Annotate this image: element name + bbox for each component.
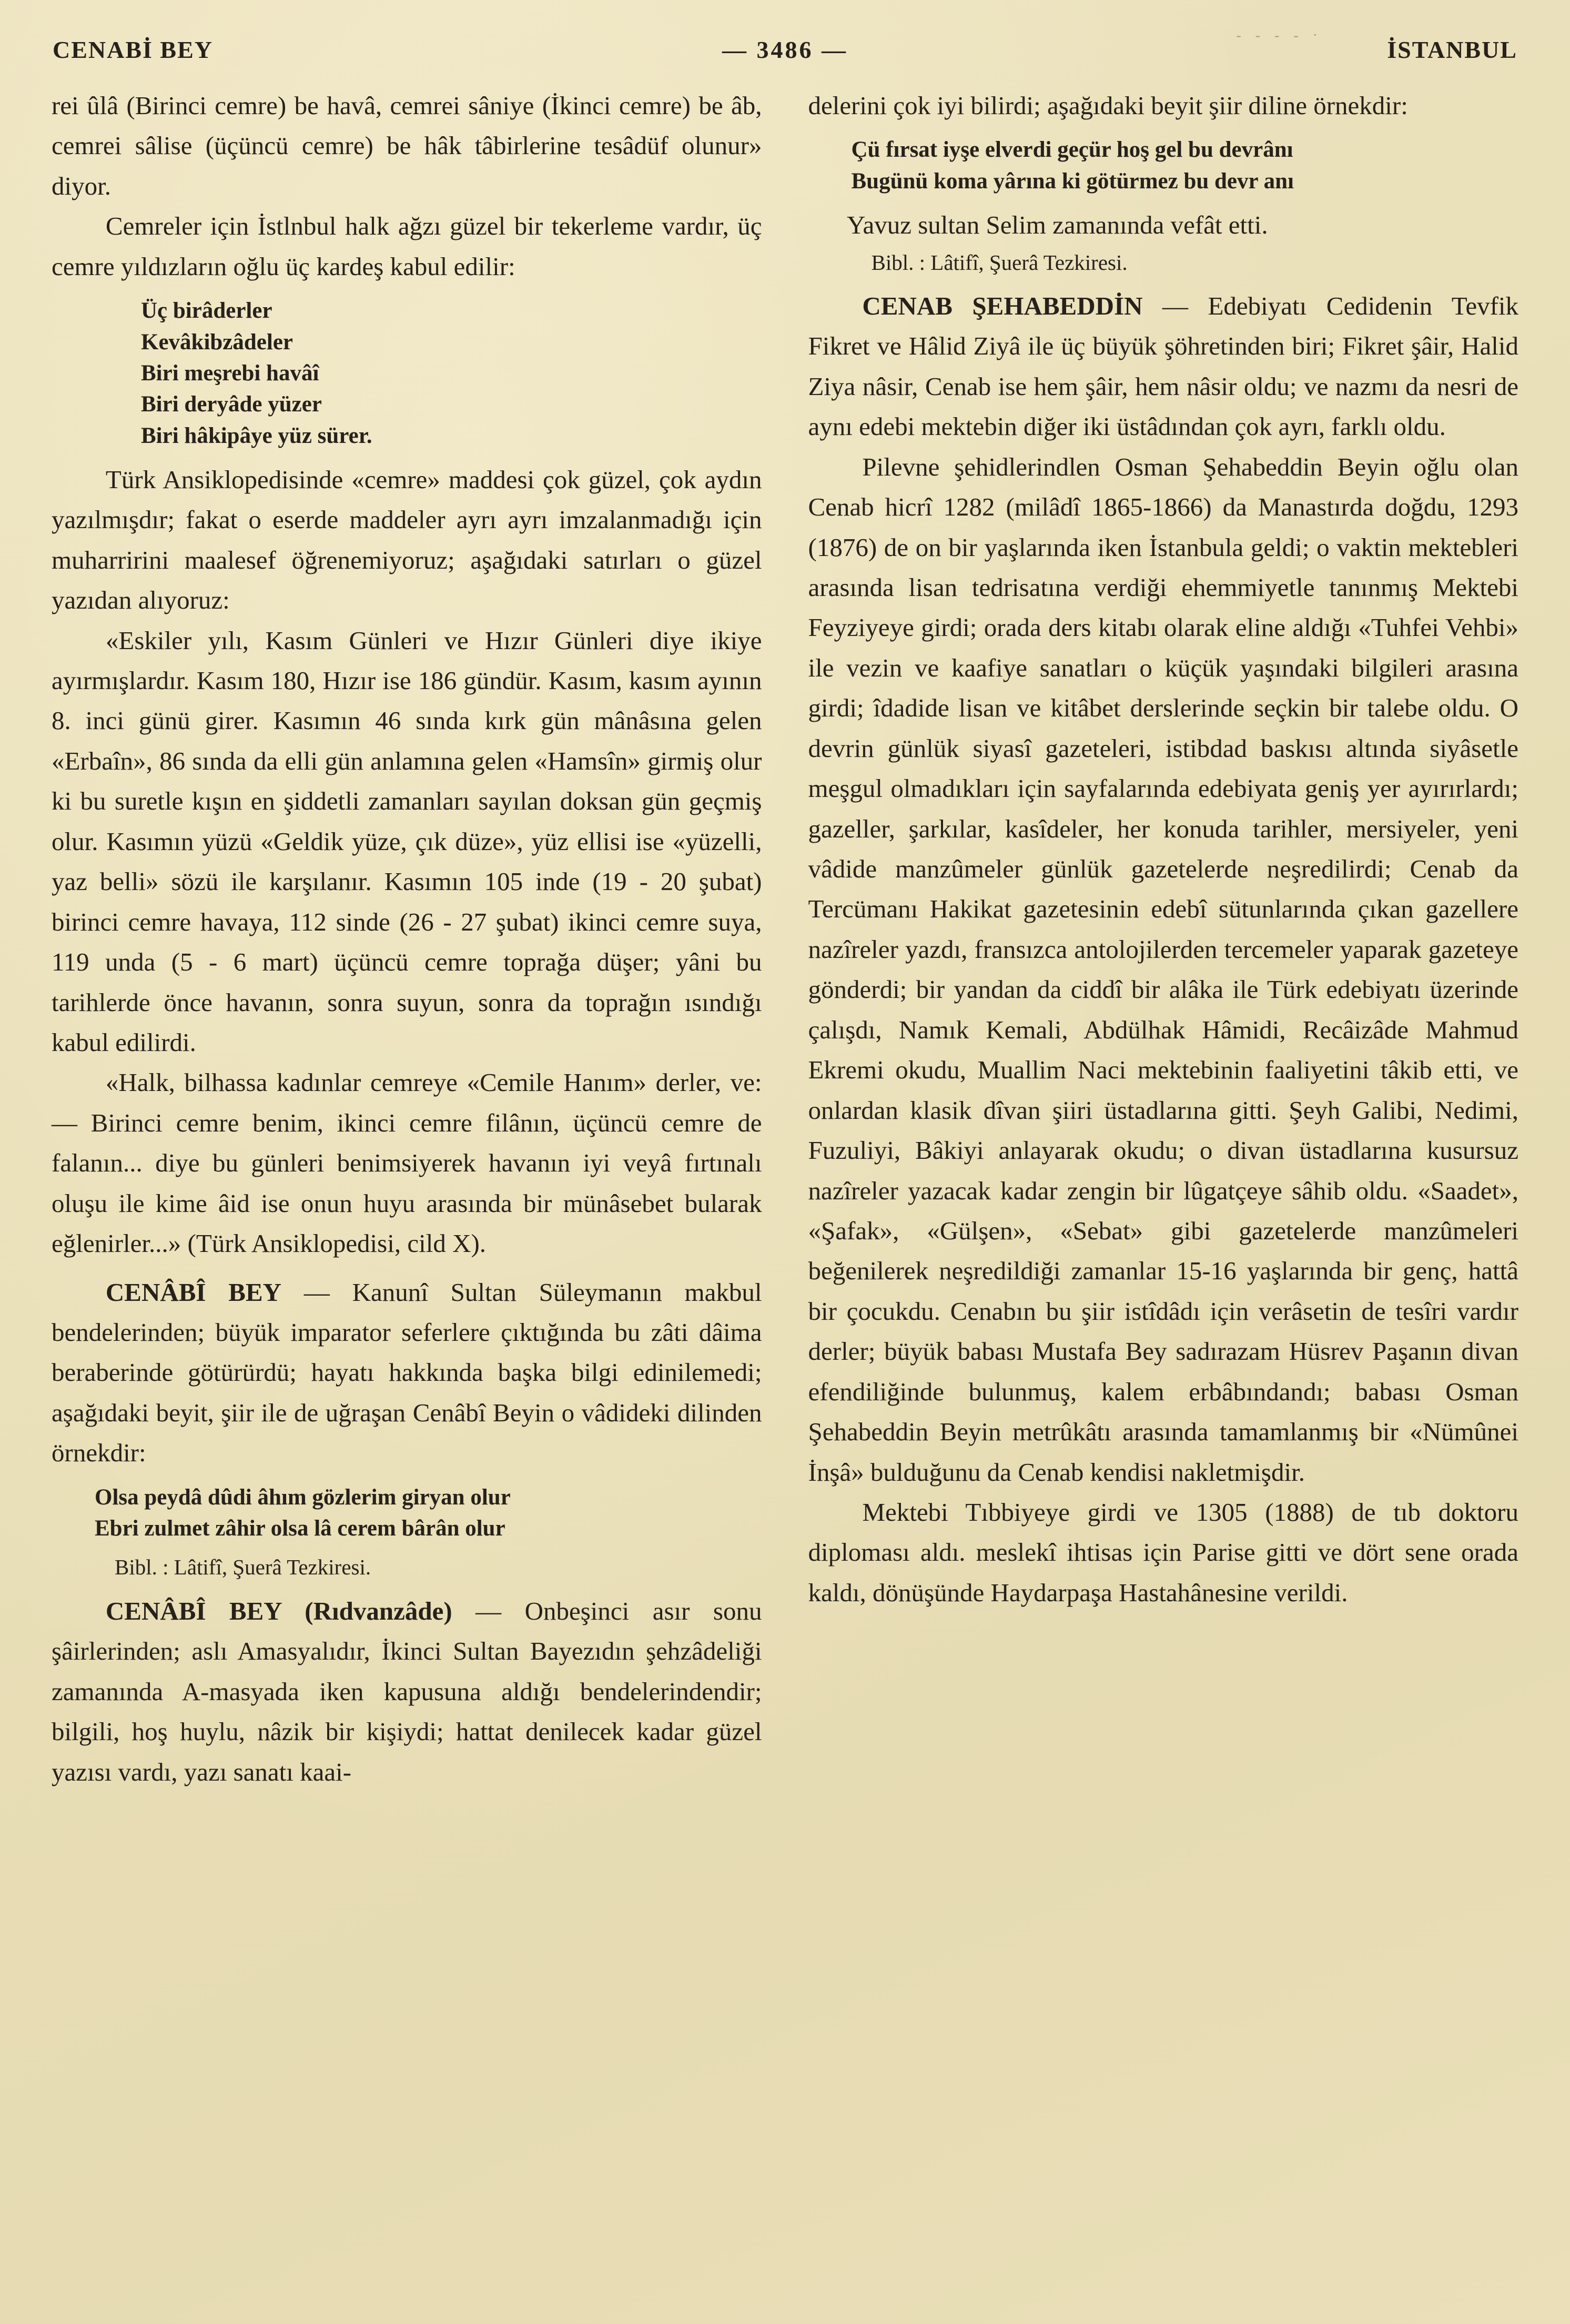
text-columns (0, 64, 1570, 1792)
paragraph: «Eskiler yılı, Kasım Günleri ve Hızır Günleri diye ikiye ayırmışlardır. Kasım 180, Hızır ise 186 gündür. Kasım, kasım ayının 8. inci günü girer. Kasımın 46 sında kırk gün mânâsına gelen «Erbaîn», 86 sında da elli gün anlamına gelen «Hamsîn» girmiş olur ki bu suretle kışın en şiddetli zamanları sayılan doksan gün geçmiş olur. Kasımın yüzü «Geldik yüze, çık düze», yüz ellisi ise «yüzelli, yaz belli» sözü ile karşılanır. Kasımın 105 inde (19 - 20 şubat) birinci cemre havaya, 112 sinde (26 - 27 şubat) ikinci cemre suya, 119 unda (5 - 6 mart) üçüncü cemre toprağa düşer; yâni bu tarihlerde önce havanın, sonra suyun, sonra da toprağın ısındığı kabul edilirdi. (52, 625, 762, 1057)
left-column (52, 86, 762, 1792)
bibliography-note: Bibl. : Lâtifî, Şuerâ Tezkiresi. (115, 1555, 371, 1580)
paragraph: Cemreler için İstlnbul halk ağzı güzel bir tekerleme vardır, üç cemre yıldızların oğlu üç kardeş kabul edilir: (52, 211, 762, 281)
verse-tekerleme (141, 295, 762, 451)
entry-cenabi-bey (52, 1272, 762, 1473)
running-head (0, 0, 1570, 64)
verse-line: Üç birâderler (141, 298, 272, 324)
verse-line: Biri deryâde yüzer (141, 392, 322, 417)
verse-line: Ebri zulmet zâhir olsa lâ cerem bârân olur (95, 1516, 505, 1541)
pencil-marks: - - - - · (1236, 27, 1323, 44)
entry-cenabi-bey-ridvanzade (52, 1591, 762, 1792)
running-head-volume: İSTANBUL (1387, 36, 1517, 63)
verse-line: Kevâkibzâdeler (141, 329, 293, 355)
paragraph: Mektebi Tıbbiyeye girdi ve 1305 (1888) de tıb doktoru diploması aldı. meslekî ihtisas için Parise gitti ve dört sene orada kaldı, dönüşünde Haydarpaşa Hastahânesine verildi. (808, 1498, 1518, 1607)
page-number: — 3486 — (722, 36, 848, 63)
entry-heading: CENAB ŞEHABEDDİN (862, 291, 1143, 320)
entry-text: — Kanunî Sultan Süleymanın makbul bendelerinden; büyük imparator seferlere çıktığında bu zâti dâima beraberinde götürürdü; hayatı hakkında başka bilgi edinilemedi; aşağıdaki beyit, şiir ile de uğraşan Cenâbî Beyin o vâdideki dilinden örnekdir: (52, 1277, 762, 1468)
verse-couplet (95, 1482, 762, 1544)
verse-couplet (852, 134, 1519, 197)
right-column (808, 86, 1519, 1792)
verse-line: Bugünü koma yârına ki götürmez bu devr anı (851, 168, 1294, 194)
entry-heading: CENÂBÎ BEY (Rıdvanzâde) (105, 1596, 452, 1625)
verse-line: Biri hâkipâye yüz sürer. (141, 423, 372, 448)
paragraph-continuation: delerini çok iyi bilirdi; aşağıdaki beyit şiir diline örnekdir: (808, 91, 1408, 120)
running-head-entry: CENABİ BEY (53, 36, 214, 63)
paragraph: Yavuz sultan Selim zamanında vefât etti. (847, 210, 1268, 240)
verse-line: Biri meşrebi havâî (141, 360, 319, 386)
entry-heading: CENÂBÎ BEY (105, 1277, 282, 1307)
paragraph: Türk Ansiklopedisinde «cemre» maddesi çok güzel, çok aydın yazılmışdır; fakat o eserde maddeler ayrı ayrı imzalanmadığı için muharririni maalesef öğrenemiyoruz; aşağıdaki satırları o güzel yazıdan alıyoruz: (52, 464, 762, 615)
bibliography-note: Bibl. : Lâtifî, Şuerâ Tezkiresi. (871, 250, 1128, 275)
verse-line: Çü fırsat iyşe elverdi geçür hoş gel bu devrânı (851, 137, 1293, 163)
paragraph-continuation: rei ûlâ (Birinci cemre) be havâ, cemrei sâniye (İkinci cemre) be âb, cemrei sâlise (üçüncü cemre) be hâk tâbirlerine tesâdüf olunur» diyor. (52, 91, 762, 200)
verse-line: Olsa peydâ dûdi âhım gözlerim giryan olur (95, 1484, 511, 1510)
entry-text: — Onbeşinci asır sonu şâirlerinden; aslı Amasyalıdır, İkinci Sultan Bayezıdın şehzâdeliği zamanında A-masyada iken kapusuna aldığı bendelerindendir; bilgili, hoş huylu, nâzik bir kişiydi; hattat denilecek kadar güzel yazısı vardı, yazı sanatı kaai- (52, 1596, 762, 1786)
entry-text: — Edebiyatı Cedidenin Tevfik Fikret ve Hâlid Ziyâ ile üç büyük şöhretinden biri; Fikret şâir, Halid Ziya nâsir, Cenab ise hem şâir, hem nâsir oldu; ve nazmı da nesri de aynı edebi mektebin diğer iki üstâdından çok ayrı, farklı oldu. (808, 291, 1518, 441)
entry-cenab-sehabeddin (808, 286, 1519, 447)
paragraph: «Halk, bilhassa kadınlar cemreye «Cemile Hanım» derler, ve: — Birinci cemre benim, ikinci cemre filânın, üçüncü cemre de falanın... diye bu günleri benimsiyerek havanın iyi veyâ fırtınalı oluşu ile kime âid ise onun huyu arasında bir münâsebet bularak eğlenirler...» (Türk Ansiklopedisi, cild X). (52, 1068, 762, 1258)
paragraph: Pilevne şehidlerindlen Osman Şehabeddin Beyin oğlu olan Cenab hicrî 1282 (milâdî 1865-1866) da Manastırda doğdu, 1293 (1876) de on bir yaşlarında iken İstanbula geldi; o vaktin mektebleri arasında lisan tedrisatına verdiği ehemmiyetle tanınmış Mektebi Feyziyeye girdi; orada ders kitabı olarak eline aldığı «Tuhfei Vehbi» ile vezin ve kaafiye sanatları o küçük yaşındaki bilgileri arasına girdi; îdadide lisan ve kitâbet derslerinde seçkin bir talebe oldu. O devrin günlük siyasî gazeteleri, istibdad baskısı altında siyâsetle meşgul olmadıkları için sayfalarında edebiyata geniş yer ayırırlardı; gazeller, şarkılar, kasîdeler, her konuda tarihler, mersiyeler, yeni vâdide manzûmeler günlük gazetelerde neşredilirdi; Cenab da Tercümanı Hakikat gazetesinin edebî sütunlarında çıkan gazellere nazîreler yazdı, fransızca antolojilerden tercemeler yaparak gazeteye gönderdi; bir yandan da ciddî bir alâka ile Türk edebiyatı üzerinde çalışdı, Namık Kemali, Abdülhak Hâmidi, Recâizâde Mahmud Ekremi okudu, Muallim Naci mektebinin faaliyetini tâkib etti, ve onlardan klasik dîvan şiiri üstadlarına gitti. Şeyh Galibi, Nedimi, Fuzuliyi, Bâkiyi anlayarak okudu; o divan üstadlarına kusursuz nazîreler yazacak kadar zengin bir lûgatçeye sâhib oldu. «Saadet», «Şafak», «Gülşen», «Sebat» gibi gazetelerde manzûmeleri beğenilerek neşredildiği zamanlar 15-16 yaşlarında bir genç, hattâ bir çocukdu. Cenabın bu şiir istîdâdı için verâsetin de tesîri vardır derler; büyük babası Mustafa Bey sadırazam Hüsrev Paşanın divan efendiliğinde bulunmuş, kalem erbâbındandı; babası Osman Şehabeddin Beyin metrûkâtı arasında tamamlanmış bir «Nümûnei İnşâ» bulduğunu da Cenab kendisi nakletmişdir. (808, 452, 1518, 1487)
